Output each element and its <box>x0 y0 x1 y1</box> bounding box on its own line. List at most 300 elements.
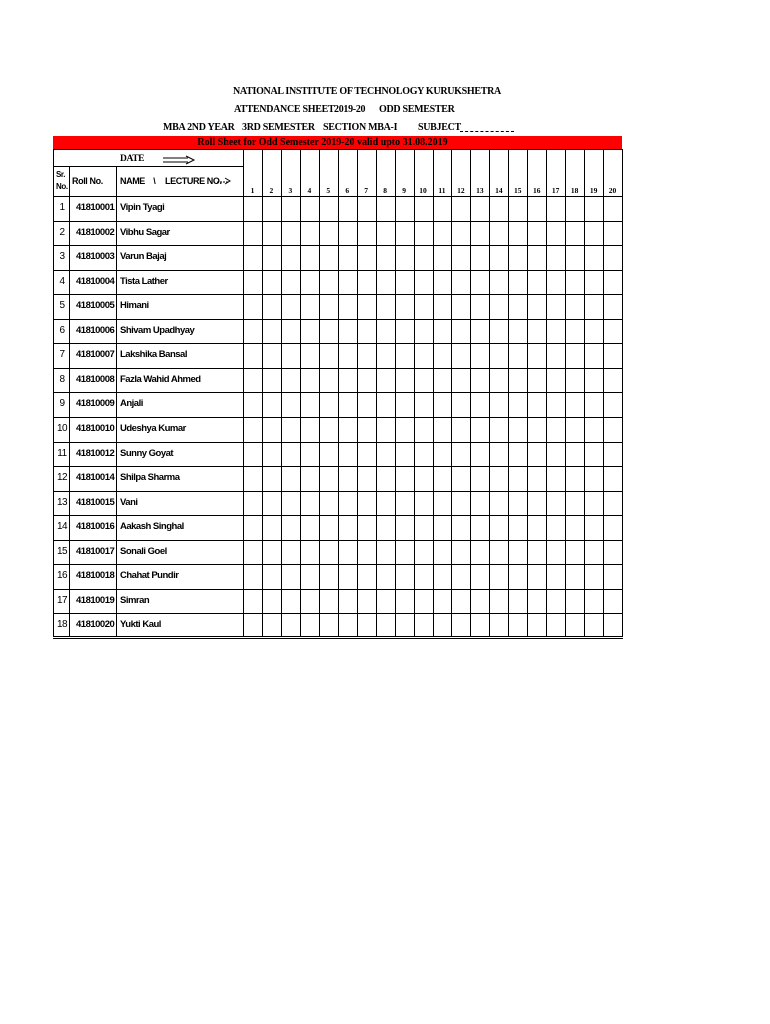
attendance-cell[interactable] <box>604 197 621 220</box>
attendance-cell[interactable] <box>566 222 583 245</box>
attendance-cell[interactable] <box>282 565 299 588</box>
attendance-cell[interactable] <box>585 541 602 564</box>
attendance-cell[interactable] <box>471 614 488 637</box>
attendance-cell[interactable] <box>604 222 621 245</box>
attendance-cell[interactable] <box>301 492 318 515</box>
attendance-cell[interactable] <box>320 222 337 245</box>
attendance-cell[interactable] <box>547 467 564 490</box>
attendance-cell[interactable] <box>358 492 375 515</box>
attendance-cell[interactable] <box>452 516 469 539</box>
attendance-cell[interactable] <box>490 418 507 441</box>
attendance-cell[interactable] <box>282 295 299 318</box>
attendance-cell[interactable] <box>301 418 318 441</box>
attendance-cell[interactable] <box>263 295 280 318</box>
attendance-cell[interactable] <box>320 369 337 392</box>
attendance-cell[interactable] <box>471 590 488 613</box>
attendance-cell[interactable] <box>585 418 602 441</box>
attendance-cell[interactable] <box>490 197 507 220</box>
attendance-cell[interactable] <box>301 393 318 416</box>
attendance-cell[interactable] <box>509 393 526 416</box>
attendance-cell[interactable] <box>339 443 356 466</box>
attendance-cell[interactable] <box>471 443 488 466</box>
attendance-cell[interactable] <box>339 541 356 564</box>
attendance-cell[interactable] <box>509 222 526 245</box>
attendance-cell[interactable] <box>452 295 469 318</box>
attendance-cell[interactable] <box>415 222 432 245</box>
attendance-cell[interactable] <box>301 614 318 637</box>
attendance-cell[interactable] <box>547 271 564 294</box>
attendance-cell[interactable] <box>358 271 375 294</box>
attendance-cell[interactable] <box>396 222 413 245</box>
attendance-cell[interactable] <box>434 222 451 245</box>
attendance-cell[interactable] <box>452 443 469 466</box>
attendance-cell[interactable] <box>396 320 413 343</box>
attendance-cell[interactable] <box>301 443 318 466</box>
attendance-cell[interactable] <box>244 492 261 515</box>
attendance-cell[interactable] <box>301 295 318 318</box>
attendance-cell[interactable] <box>528 565 545 588</box>
attendance-cell[interactable] <box>263 541 280 564</box>
attendance-cell[interactable] <box>301 467 318 490</box>
attendance-cell[interactable] <box>547 614 564 637</box>
attendance-cell[interactable] <box>490 393 507 416</box>
attendance-cell[interactable] <box>377 222 394 245</box>
attendance-cell[interactable] <box>490 369 507 392</box>
attendance-cell[interactable] <box>282 246 299 269</box>
attendance-cell[interactable] <box>490 614 507 637</box>
attendance-cell[interactable] <box>566 271 583 294</box>
attendance-cell[interactable] <box>509 197 526 220</box>
attendance-cell[interactable] <box>528 590 545 613</box>
attendance-cell[interactable] <box>320 443 337 466</box>
attendance-cell[interactable] <box>396 590 413 613</box>
attendance-cell[interactable] <box>490 565 507 588</box>
attendance-cell[interactable] <box>377 246 394 269</box>
attendance-cell[interactable] <box>282 271 299 294</box>
attendance-cell[interactable] <box>585 393 602 416</box>
attendance-cell[interactable] <box>528 492 545 515</box>
attendance-cell[interactable] <box>339 565 356 588</box>
attendance-cell[interactable] <box>339 614 356 637</box>
attendance-cell[interactable] <box>547 320 564 343</box>
attendance-cell[interactable] <box>585 197 602 220</box>
attendance-cell[interactable] <box>282 344 299 367</box>
attendance-cell[interactable] <box>263 590 280 613</box>
attendance-cell[interactable] <box>566 590 583 613</box>
attendance-cell[interactable] <box>339 467 356 490</box>
attendance-cell[interactable] <box>301 590 318 613</box>
attendance-cell[interactable] <box>377 271 394 294</box>
attendance-cell[interactable] <box>604 614 621 637</box>
attendance-cell[interactable] <box>396 614 413 637</box>
attendance-cell[interactable] <box>358 565 375 588</box>
attendance-cell[interactable] <box>528 295 545 318</box>
attendance-cell[interactable] <box>415 565 432 588</box>
attendance-cell[interactable] <box>566 197 583 220</box>
attendance-cell[interactable] <box>490 541 507 564</box>
attendance-cell[interactable] <box>509 467 526 490</box>
attendance-cell[interactable] <box>528 443 545 466</box>
attendance-cell[interactable] <box>452 541 469 564</box>
attendance-cell[interactable] <box>547 246 564 269</box>
attendance-cell[interactable] <box>415 590 432 613</box>
attendance-cell[interactable] <box>604 565 621 588</box>
attendance-cell[interactable] <box>320 565 337 588</box>
attendance-cell[interactable] <box>509 614 526 637</box>
attendance-cell[interactable] <box>415 443 432 466</box>
attendance-cell[interactable] <box>377 443 394 466</box>
attendance-cell[interactable] <box>509 590 526 613</box>
attendance-cell[interactable] <box>282 614 299 637</box>
attendance-cell[interactable] <box>415 516 432 539</box>
attendance-cell[interactable] <box>244 418 261 441</box>
attendance-cell[interactable] <box>415 418 432 441</box>
attendance-cell[interactable] <box>585 246 602 269</box>
attendance-cell[interactable] <box>320 590 337 613</box>
attendance-cell[interactable] <box>415 614 432 637</box>
attendance-cell[interactable] <box>604 393 621 416</box>
attendance-cell[interactable] <box>566 369 583 392</box>
attendance-cell[interactable] <box>282 418 299 441</box>
attendance-cell[interactable] <box>490 492 507 515</box>
attendance-cell[interactable] <box>528 516 545 539</box>
attendance-cell[interactable] <box>566 295 583 318</box>
attendance-cell[interactable] <box>339 271 356 294</box>
attendance-cell[interactable] <box>547 295 564 318</box>
attendance-cell[interactable] <box>339 295 356 318</box>
attendance-cell[interactable] <box>566 320 583 343</box>
attendance-cell[interactable] <box>377 320 394 343</box>
attendance-cell[interactable] <box>282 393 299 416</box>
attendance-cell[interactable] <box>282 197 299 220</box>
attendance-cell[interactable] <box>452 246 469 269</box>
attendance-cell[interactable] <box>415 467 432 490</box>
attendance-cell[interactable] <box>585 344 602 367</box>
attendance-cell[interactable] <box>434 541 451 564</box>
attendance-cell[interactable] <box>528 344 545 367</box>
attendance-cell[interactable] <box>604 246 621 269</box>
attendance-cell[interactable] <box>509 246 526 269</box>
attendance-cell[interactable] <box>566 467 583 490</box>
attendance-cell[interactable] <box>244 590 261 613</box>
attendance-cell[interactable] <box>244 541 261 564</box>
attendance-cell[interactable] <box>490 443 507 466</box>
attendance-cell[interactable] <box>604 467 621 490</box>
attendance-cell[interactable] <box>415 492 432 515</box>
attendance-cell[interactable] <box>452 565 469 588</box>
attendance-cell[interactable] <box>358 197 375 220</box>
attendance-cell[interactable] <box>434 614 451 637</box>
attendance-cell[interactable] <box>604 320 621 343</box>
attendance-cell[interactable] <box>339 344 356 367</box>
attendance-cell[interactable] <box>471 369 488 392</box>
attendance-cell[interactable] <box>339 590 356 613</box>
attendance-cell[interactable] <box>301 541 318 564</box>
attendance-cell[interactable] <box>547 541 564 564</box>
attendance-cell[interactable] <box>509 295 526 318</box>
attendance-cell[interactable] <box>377 393 394 416</box>
attendance-cell[interactable] <box>452 369 469 392</box>
attendance-cell[interactable] <box>434 295 451 318</box>
attendance-cell[interactable] <box>452 197 469 220</box>
attendance-cell[interactable] <box>377 197 394 220</box>
attendance-cell[interactable] <box>320 467 337 490</box>
attendance-cell[interactable] <box>471 467 488 490</box>
attendance-cell[interactable] <box>509 271 526 294</box>
attendance-cell[interactable] <box>263 344 280 367</box>
attendance-cell[interactable] <box>244 344 261 367</box>
attendance-cell[interactable] <box>320 393 337 416</box>
attendance-cell[interactable] <box>528 246 545 269</box>
attendance-cell[interactable] <box>471 541 488 564</box>
attendance-cell[interactable] <box>358 541 375 564</box>
attendance-cell[interactable] <box>471 197 488 220</box>
attendance-cell[interactable] <box>301 369 318 392</box>
attendance-cell[interactable] <box>301 271 318 294</box>
attendance-cell[interactable] <box>377 614 394 637</box>
attendance-cell[interactable] <box>528 418 545 441</box>
attendance-cell[interactable] <box>490 295 507 318</box>
attendance-cell[interactable] <box>434 590 451 613</box>
attendance-cell[interactable] <box>301 246 318 269</box>
attendance-cell[interactable] <box>585 295 602 318</box>
attendance-cell[interactable] <box>320 614 337 637</box>
attendance-cell[interactable] <box>244 614 261 637</box>
attendance-cell[interactable] <box>282 443 299 466</box>
attendance-cell[interactable] <box>301 516 318 539</box>
attendance-cell[interactable] <box>509 492 526 515</box>
attendance-cell[interactable] <box>320 492 337 515</box>
attendance-cell[interactable] <box>528 320 545 343</box>
attendance-cell[interactable] <box>471 271 488 294</box>
attendance-cell[interactable] <box>566 565 583 588</box>
attendance-cell[interactable] <box>415 246 432 269</box>
attendance-cell[interactable] <box>471 344 488 367</box>
attendance-cell[interactable] <box>528 271 545 294</box>
attendance-cell[interactable] <box>415 320 432 343</box>
attendance-cell[interactable] <box>377 492 394 515</box>
attendance-cell[interactable] <box>434 467 451 490</box>
attendance-cell[interactable] <box>490 271 507 294</box>
attendance-cell[interactable] <box>301 197 318 220</box>
attendance-cell[interactable] <box>452 222 469 245</box>
attendance-cell[interactable] <box>263 197 280 220</box>
attendance-cell[interactable] <box>263 443 280 466</box>
attendance-cell[interactable] <box>547 369 564 392</box>
attendance-cell[interactable] <box>566 492 583 515</box>
attendance-cell[interactable] <box>434 197 451 220</box>
attendance-cell[interactable] <box>396 393 413 416</box>
attendance-cell[interactable] <box>339 492 356 515</box>
attendance-cell[interactable] <box>547 516 564 539</box>
attendance-cell[interactable] <box>509 418 526 441</box>
attendance-cell[interactable] <box>358 320 375 343</box>
attendance-cell[interactable] <box>377 541 394 564</box>
attendance-cell[interactable] <box>604 295 621 318</box>
attendance-cell[interactable] <box>282 516 299 539</box>
attendance-cell[interactable] <box>244 467 261 490</box>
attendance-cell[interactable] <box>339 246 356 269</box>
attendance-cell[interactable] <box>282 492 299 515</box>
attendance-cell[interactable] <box>358 344 375 367</box>
attendance-cell[interactable] <box>509 516 526 539</box>
attendance-cell[interactable] <box>396 197 413 220</box>
attendance-cell[interactable] <box>528 222 545 245</box>
attendance-cell[interactable] <box>452 320 469 343</box>
attendance-cell[interactable] <box>396 344 413 367</box>
attendance-cell[interactable] <box>528 197 545 220</box>
attendance-cell[interactable] <box>509 541 526 564</box>
attendance-cell[interactable] <box>377 565 394 588</box>
attendance-cell[interactable] <box>358 369 375 392</box>
attendance-cell[interactable] <box>263 320 280 343</box>
attendance-cell[interactable] <box>282 541 299 564</box>
attendance-cell[interactable] <box>566 344 583 367</box>
attendance-cell[interactable] <box>244 271 261 294</box>
attendance-cell[interactable] <box>263 418 280 441</box>
attendance-cell[interactable] <box>320 344 337 367</box>
attendance-cell[interactable] <box>396 271 413 294</box>
attendance-cell[interactable] <box>396 246 413 269</box>
attendance-cell[interactable] <box>415 295 432 318</box>
attendance-cell[interactable] <box>452 492 469 515</box>
attendance-cell[interactable] <box>604 492 621 515</box>
attendance-cell[interactable] <box>585 443 602 466</box>
attendance-cell[interactable] <box>301 565 318 588</box>
attendance-cell[interactable] <box>566 443 583 466</box>
attendance-cell[interactable] <box>434 492 451 515</box>
attendance-cell[interactable] <box>301 344 318 367</box>
attendance-cell[interactable] <box>263 467 280 490</box>
attendance-cell[interactable] <box>415 344 432 367</box>
attendance-cell[interactable] <box>244 320 261 343</box>
attendance-cell[interactable] <box>434 418 451 441</box>
attendance-cell[interactable] <box>434 271 451 294</box>
attendance-cell[interactable] <box>282 590 299 613</box>
attendance-cell[interactable] <box>585 590 602 613</box>
attendance-cell[interactable] <box>452 271 469 294</box>
attendance-cell[interactable] <box>320 246 337 269</box>
attendance-cell[interactable] <box>585 565 602 588</box>
attendance-cell[interactable] <box>358 443 375 466</box>
attendance-cell[interactable] <box>358 393 375 416</box>
attendance-cell[interactable] <box>585 614 602 637</box>
attendance-cell[interactable] <box>396 541 413 564</box>
attendance-cell[interactable] <box>358 467 375 490</box>
attendance-cell[interactable] <box>396 295 413 318</box>
attendance-cell[interactable] <box>396 516 413 539</box>
attendance-cell[interactable] <box>377 369 394 392</box>
attendance-cell[interactable] <box>396 565 413 588</box>
attendance-cell[interactable] <box>301 222 318 245</box>
attendance-cell[interactable] <box>452 393 469 416</box>
attendance-cell[interactable] <box>377 590 394 613</box>
attendance-cell[interactable] <box>358 295 375 318</box>
attendance-cell[interactable] <box>263 271 280 294</box>
attendance-cell[interactable] <box>339 418 356 441</box>
attendance-cell[interactable] <box>585 222 602 245</box>
attendance-cell[interactable] <box>358 246 375 269</box>
attendance-cell[interactable] <box>566 614 583 637</box>
attendance-cell[interactable] <box>339 222 356 245</box>
attendance-cell[interactable] <box>566 418 583 441</box>
attendance-cell[interactable] <box>339 320 356 343</box>
attendance-cell[interactable] <box>509 565 526 588</box>
attendance-cell[interactable] <box>282 467 299 490</box>
attendance-cell[interactable] <box>452 467 469 490</box>
attendance-cell[interactable] <box>471 320 488 343</box>
attendance-cell[interactable] <box>339 393 356 416</box>
attendance-cell[interactable] <box>490 467 507 490</box>
attendance-cell[interactable] <box>415 271 432 294</box>
attendance-cell[interactable] <box>490 320 507 343</box>
attendance-cell[interactable] <box>604 271 621 294</box>
attendance-cell[interactable] <box>547 443 564 466</box>
attendance-cell[interactable] <box>358 590 375 613</box>
attendance-cell[interactable] <box>396 443 413 466</box>
attendance-cell[interactable] <box>434 565 451 588</box>
attendance-cell[interactable] <box>528 467 545 490</box>
attendance-cell[interactable] <box>244 197 261 220</box>
attendance-cell[interactable] <box>263 369 280 392</box>
attendance-cell[interactable] <box>263 222 280 245</box>
attendance-cell[interactable] <box>547 565 564 588</box>
attendance-cell[interactable] <box>434 516 451 539</box>
attendance-cell[interactable] <box>566 393 583 416</box>
attendance-cell[interactable] <box>604 344 621 367</box>
attendance-cell[interactable] <box>244 443 261 466</box>
attendance-cell[interactable] <box>415 197 432 220</box>
attendance-cell[interactable] <box>263 393 280 416</box>
attendance-cell[interactable] <box>434 344 451 367</box>
attendance-cell[interactable] <box>377 344 394 367</box>
attendance-cell[interactable] <box>585 492 602 515</box>
attendance-cell[interactable] <box>282 369 299 392</box>
attendance-cell[interactable] <box>320 541 337 564</box>
attendance-cell[interactable] <box>604 443 621 466</box>
attendance-cell[interactable] <box>547 492 564 515</box>
attendance-cell[interactable] <box>358 614 375 637</box>
attendance-cell[interactable] <box>471 393 488 416</box>
attendance-cell[interactable] <box>566 516 583 539</box>
attendance-cell[interactable] <box>585 271 602 294</box>
attendance-cell[interactable] <box>396 467 413 490</box>
attendance-cell[interactable] <box>490 590 507 613</box>
attendance-cell[interactable] <box>509 443 526 466</box>
attendance-cell[interactable] <box>263 614 280 637</box>
attendance-cell[interactable] <box>604 590 621 613</box>
attendance-cell[interactable] <box>263 492 280 515</box>
attendance-cell[interactable] <box>244 222 261 245</box>
attendance-cell[interactable] <box>490 516 507 539</box>
attendance-cell[interactable] <box>471 516 488 539</box>
attendance-cell[interactable] <box>320 271 337 294</box>
attendance-cell[interactable] <box>358 516 375 539</box>
attendance-cell[interactable] <box>282 320 299 343</box>
attendance-cell[interactable] <box>263 565 280 588</box>
attendance-cell[interactable] <box>604 541 621 564</box>
attendance-cell[interactable] <box>471 565 488 588</box>
attendance-cell[interactable] <box>377 295 394 318</box>
attendance-cell[interactable] <box>490 222 507 245</box>
attendance-cell[interactable] <box>585 320 602 343</box>
attendance-cell[interactable] <box>263 246 280 269</box>
attendance-cell[interactable] <box>377 418 394 441</box>
attendance-cell[interactable] <box>585 369 602 392</box>
attendance-cell[interactable] <box>415 369 432 392</box>
attendance-cell[interactable] <box>396 369 413 392</box>
attendance-cell[interactable] <box>320 418 337 441</box>
